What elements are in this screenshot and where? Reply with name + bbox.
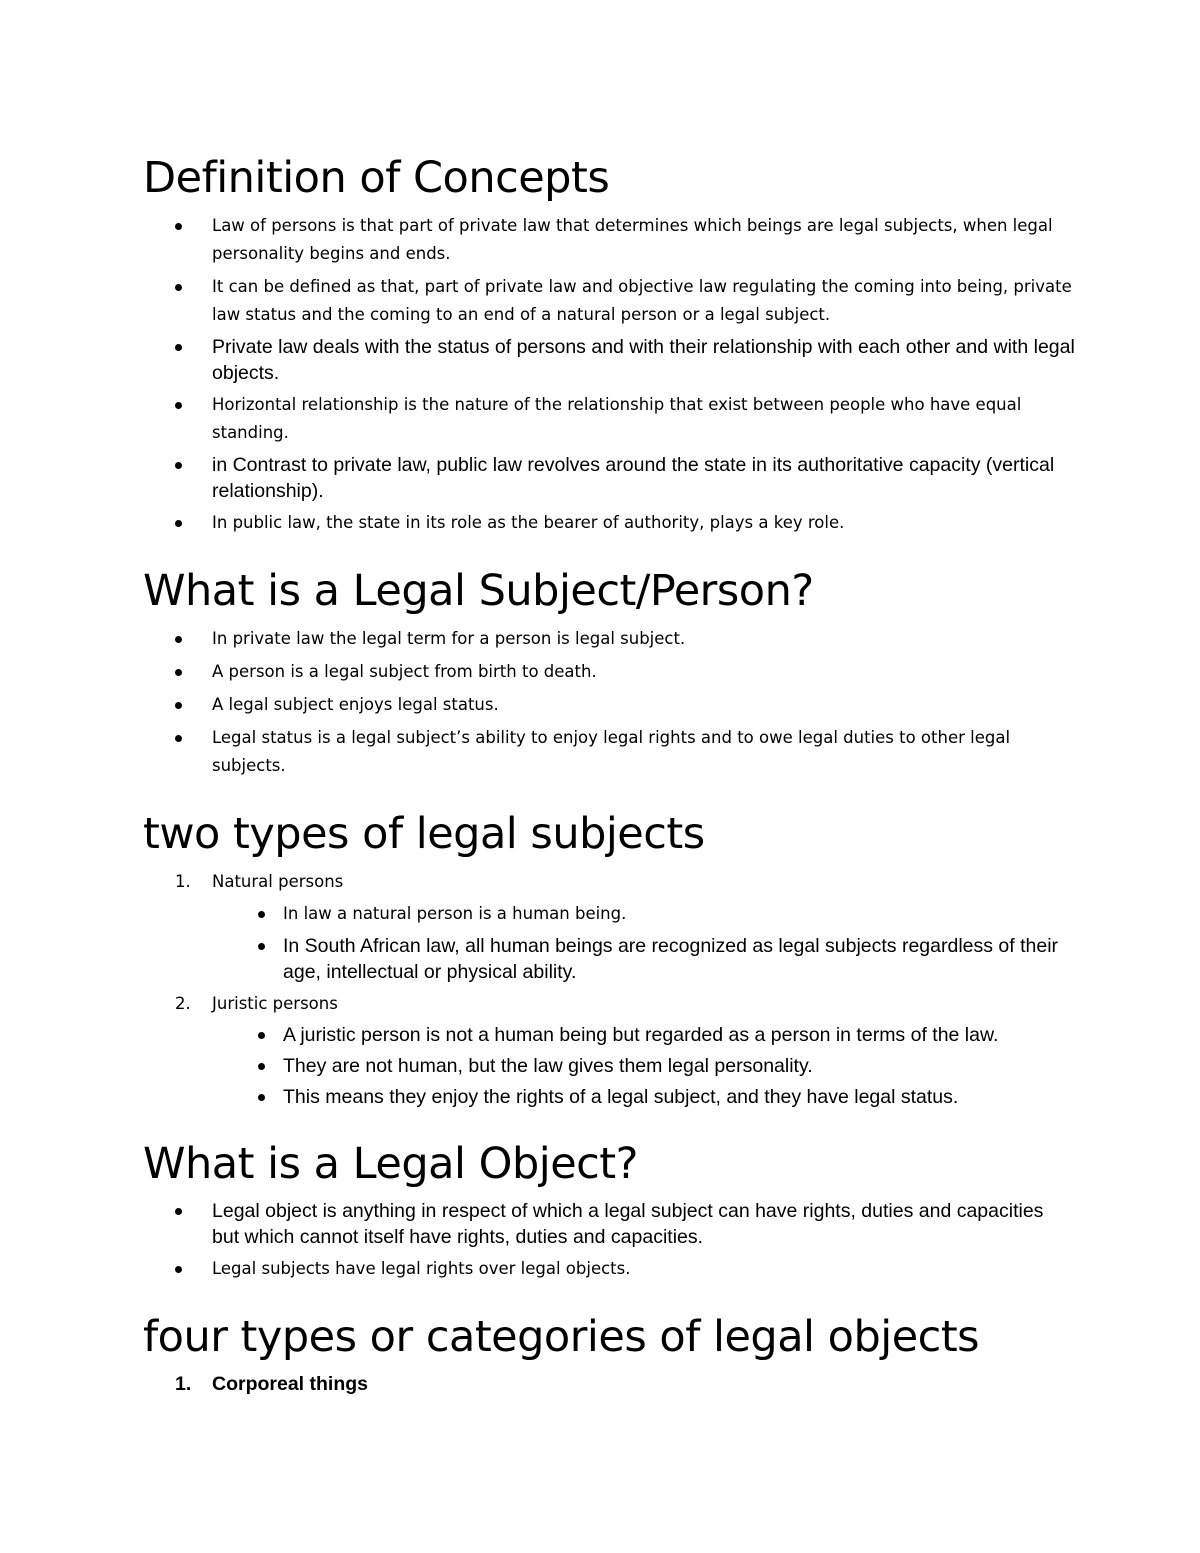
number-marker: 1. xyxy=(175,872,191,891)
list-item: Private law deals with the status of persons and with their relationship with each other and with legal objects. xyxy=(145,334,1075,386)
bullet-list xyxy=(145,625,1075,780)
list-item: This means they enjoy the rights of a legal subject, and they have legal status. xyxy=(212,1084,1075,1110)
section-heading: What is a Legal Subject/Person? xyxy=(143,566,814,616)
list-item: In law a natural person is a human being. xyxy=(212,900,1075,928)
list-item: A person is a legal subject from birth to death. xyxy=(145,658,1075,686)
list-item: A legal subject enjoys legal status. xyxy=(145,691,1075,719)
section-heading: four types or categories of legal objects xyxy=(143,1312,980,1362)
section-heading: What is a Legal Object? xyxy=(143,1139,638,1189)
list-item: In public law, the state in its role as the bearer of authority, plays a key role. xyxy=(145,509,1075,537)
numbered-item-label: Juristic persons xyxy=(212,994,338,1013)
list-item: in Contrast to private law, public law revolves around the state in its authoritative capacity (vertical relationship). xyxy=(145,452,1075,504)
section-heading: Definition of Concepts xyxy=(143,153,610,203)
numbered-item xyxy=(145,868,1075,985)
numbered-item xyxy=(145,990,1075,1110)
document-page xyxy=(145,150,1075,1423)
sub-bullet-list xyxy=(212,1022,1075,1110)
list-item: Legal object is anything in respect of which a legal subject can have rights, duties and capacities but which cannot itself have rights, duties and capacities. xyxy=(145,1198,1075,1250)
bullet-list xyxy=(145,1198,1075,1283)
section-heading: two types of legal subjects xyxy=(143,809,705,859)
numbered-item-label: Corporeal things xyxy=(212,1373,369,1395)
bullet-list xyxy=(145,212,1075,537)
numbered-list xyxy=(145,868,1075,1110)
list-item: In private law the legal term for a person is legal subject. xyxy=(145,625,1075,653)
sub-bullet-list xyxy=(212,900,1075,985)
list-item: In South African law, all human beings are recognized as legal subjects regardless of their age, intellectual or physical ability. xyxy=(212,933,1075,985)
list-item: It can be defined as that, part of private law and objective law regulating the coming into being, private law status and the coming to an end of a natural person or a legal subject. xyxy=(145,273,1075,329)
numbered-list xyxy=(145,1371,1075,1397)
number-marker: 2. xyxy=(175,994,191,1013)
number-marker: 1. xyxy=(175,1373,192,1395)
list-item: Law of persons is that part of private law that determines which beings are legal subjects, when legal personality begins and ends. xyxy=(145,212,1075,268)
list-item: They are not human, but the law gives them legal personality. xyxy=(212,1053,1075,1079)
list-item: Legal status is a legal subject’s ability to enjoy legal rights and to owe legal duties to other legal subjects. xyxy=(145,724,1075,780)
list-item: Horizontal relationship is the nature of the relationship that exist between people who have equal standing. xyxy=(145,391,1075,447)
list-item: A juristic person is not a human being but regarded as a person in terms of the law. xyxy=(212,1022,1075,1048)
numbered-item xyxy=(145,1371,1075,1397)
list-item: Legal subjects have legal rights over legal objects. xyxy=(145,1255,1075,1283)
numbered-item-label: Natural persons xyxy=(212,872,344,891)
